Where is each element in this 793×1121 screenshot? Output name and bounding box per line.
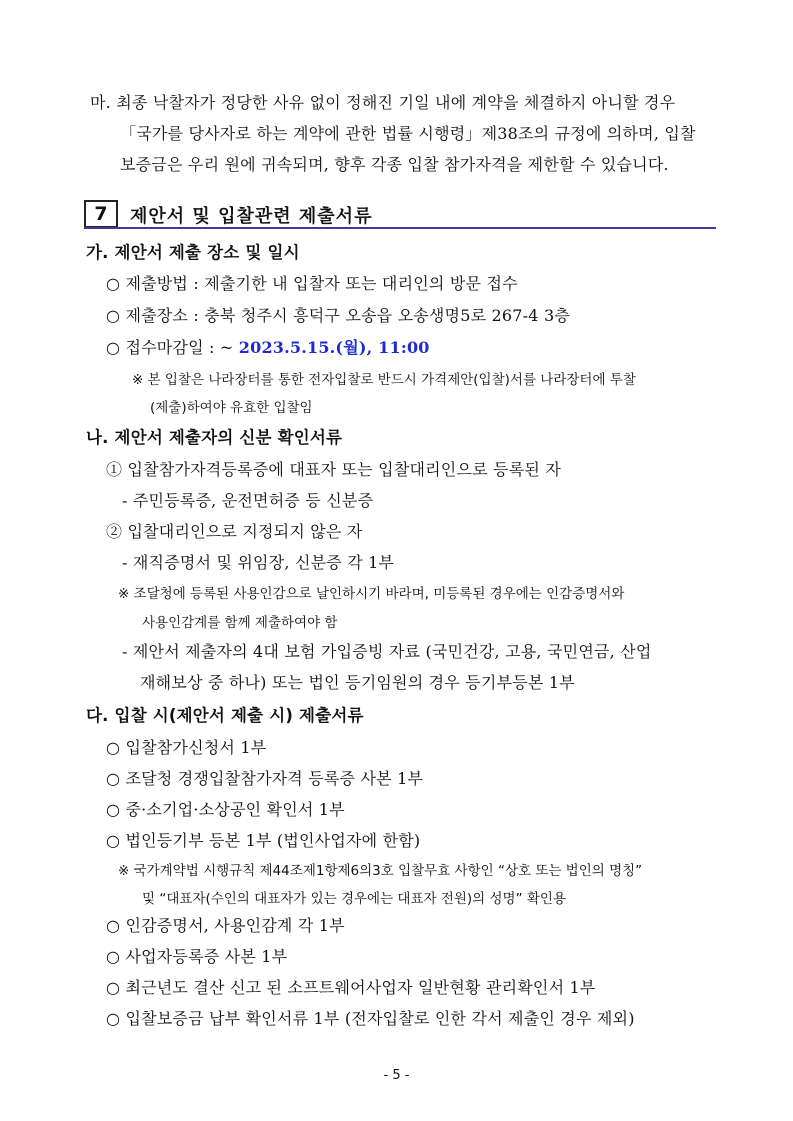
intro-line-3: 보증금은 우리 원에 귀속되며, 향후 각종 입찰 참가자격을 제한할 수 있습니다.: [120, 155, 669, 174]
da-item: ○ 중·소기업·소상공인 확인서 1부: [106, 800, 345, 819]
intro-line-2: 「국가를 당사자로 하는 계약에 관한 법률 시행령」제38조의 규정에 의하며, 입찰: [120, 124, 696, 143]
da-item: ○ 사업자등록증 사본 1부: [106, 947, 288, 966]
na-item-1-sub: - 주민등록증, 운전면허증 등 신분증: [122, 491, 374, 510]
ga-place: ○ 제출장소 : 충북 청주시 흥덕구 오송읍 오송생명5로 267-4 3층: [106, 306, 570, 325]
ga-note-1: ※ 본 입찰은 나라장터를 통한 전자입찰로 반드시 가격제안(입찰)서를 나라장터에 투찰: [132, 372, 636, 388]
na-item-3a: - 제안서 제출자의 4대 보험 가입증빙 자료 (국민건강, 고용, 국민연금, 산업: [122, 642, 652, 661]
ga-note-2: (제출)하여야 유효한 입찰임: [150, 400, 313, 416]
da-item: ○ 최근년도 결산 신고 된 소프트웨어사업자 일반현황 관리확인서 1부: [106, 978, 596, 997]
heading-na: 나. 제안서 제출자의 신분 확인서류: [86, 428, 343, 447]
section-number-box: 7: [84, 200, 118, 228]
da-item: ○ 입찰참가신청서 1부: [106, 738, 267, 757]
da-note-1: ※ 국가계약법 시행규칙 제44조제1항제6의3호 입찰무효 사항인 “상호 또는 법인의 명칭”: [118, 863, 643, 879]
ga-deadline-label: ○ 접수마감일 : ~: [106, 338, 239, 357]
na-item-2: ② 입찰대리인으로 지정되지 않은 자: [106, 522, 363, 541]
na-note-1: ※ 조달청에 등록된 사용인감으로 날인하시기 바라며, 미등록된 경우에는 인감증명서와: [118, 586, 625, 602]
da-item: ○ 입찰보증금 납부 확인서류 1부 (전자입찰로 인한 각서 제출인 경우 제외): [106, 1009, 635, 1028]
ga-deadline: [106, 337, 430, 359]
na-item-3b: 재해보상 중 하나) 또는 법인 등기임원의 경우 등기부등본 1부: [140, 673, 575, 692]
na-item-1: ① 입찰참가자격등록증에 대표자 또는 입찰대리인으로 등록된 자: [106, 460, 561, 479]
section-title: 제안서 및 입찰관련 제출서류: [130, 206, 373, 227]
intro-line-1: 마. 최종 낙찰자가 정당한 사유 없이 정해진 기일 내에 계약을 체결하지 아니할 경우: [90, 93, 676, 112]
na-note-2: 사용인감계를 함께 제출하여야 함: [142, 615, 338, 631]
da-note-2: 및 “대표자(수인의 대표자가 있는 경우에는 대표자 전원)의 성명” 확인용: [142, 891, 566, 907]
section-divider: [84, 227, 716, 229]
heading-ga: 가. 제안서 제출 장소 및 일시: [86, 243, 300, 262]
heading-da: 다. 입찰 시(제안서 제출 시) 제출서류: [86, 706, 364, 725]
ga-deadline-value: 2023.5.15.(월), 11:00: [238, 338, 430, 357]
da-item: ○ 조달청 경쟁입찰참가자격 등록증 사본 1부: [106, 769, 424, 788]
da-item: ○ 법인등기부 등본 1부 (법인사업자에 한함): [106, 831, 421, 850]
na-item-2-sub: - 재직증명서 및 위임장, 신분증 각 1부: [122, 553, 395, 572]
ga-method: ○ 제출방법 : 제출기한 내 입찰자 또는 대리인의 방문 접수: [106, 274, 518, 293]
da-item: ○ 인감증명서, 사용인감계 각 1부: [106, 916, 345, 935]
page-number: - 5 -: [383, 1068, 410, 1083]
